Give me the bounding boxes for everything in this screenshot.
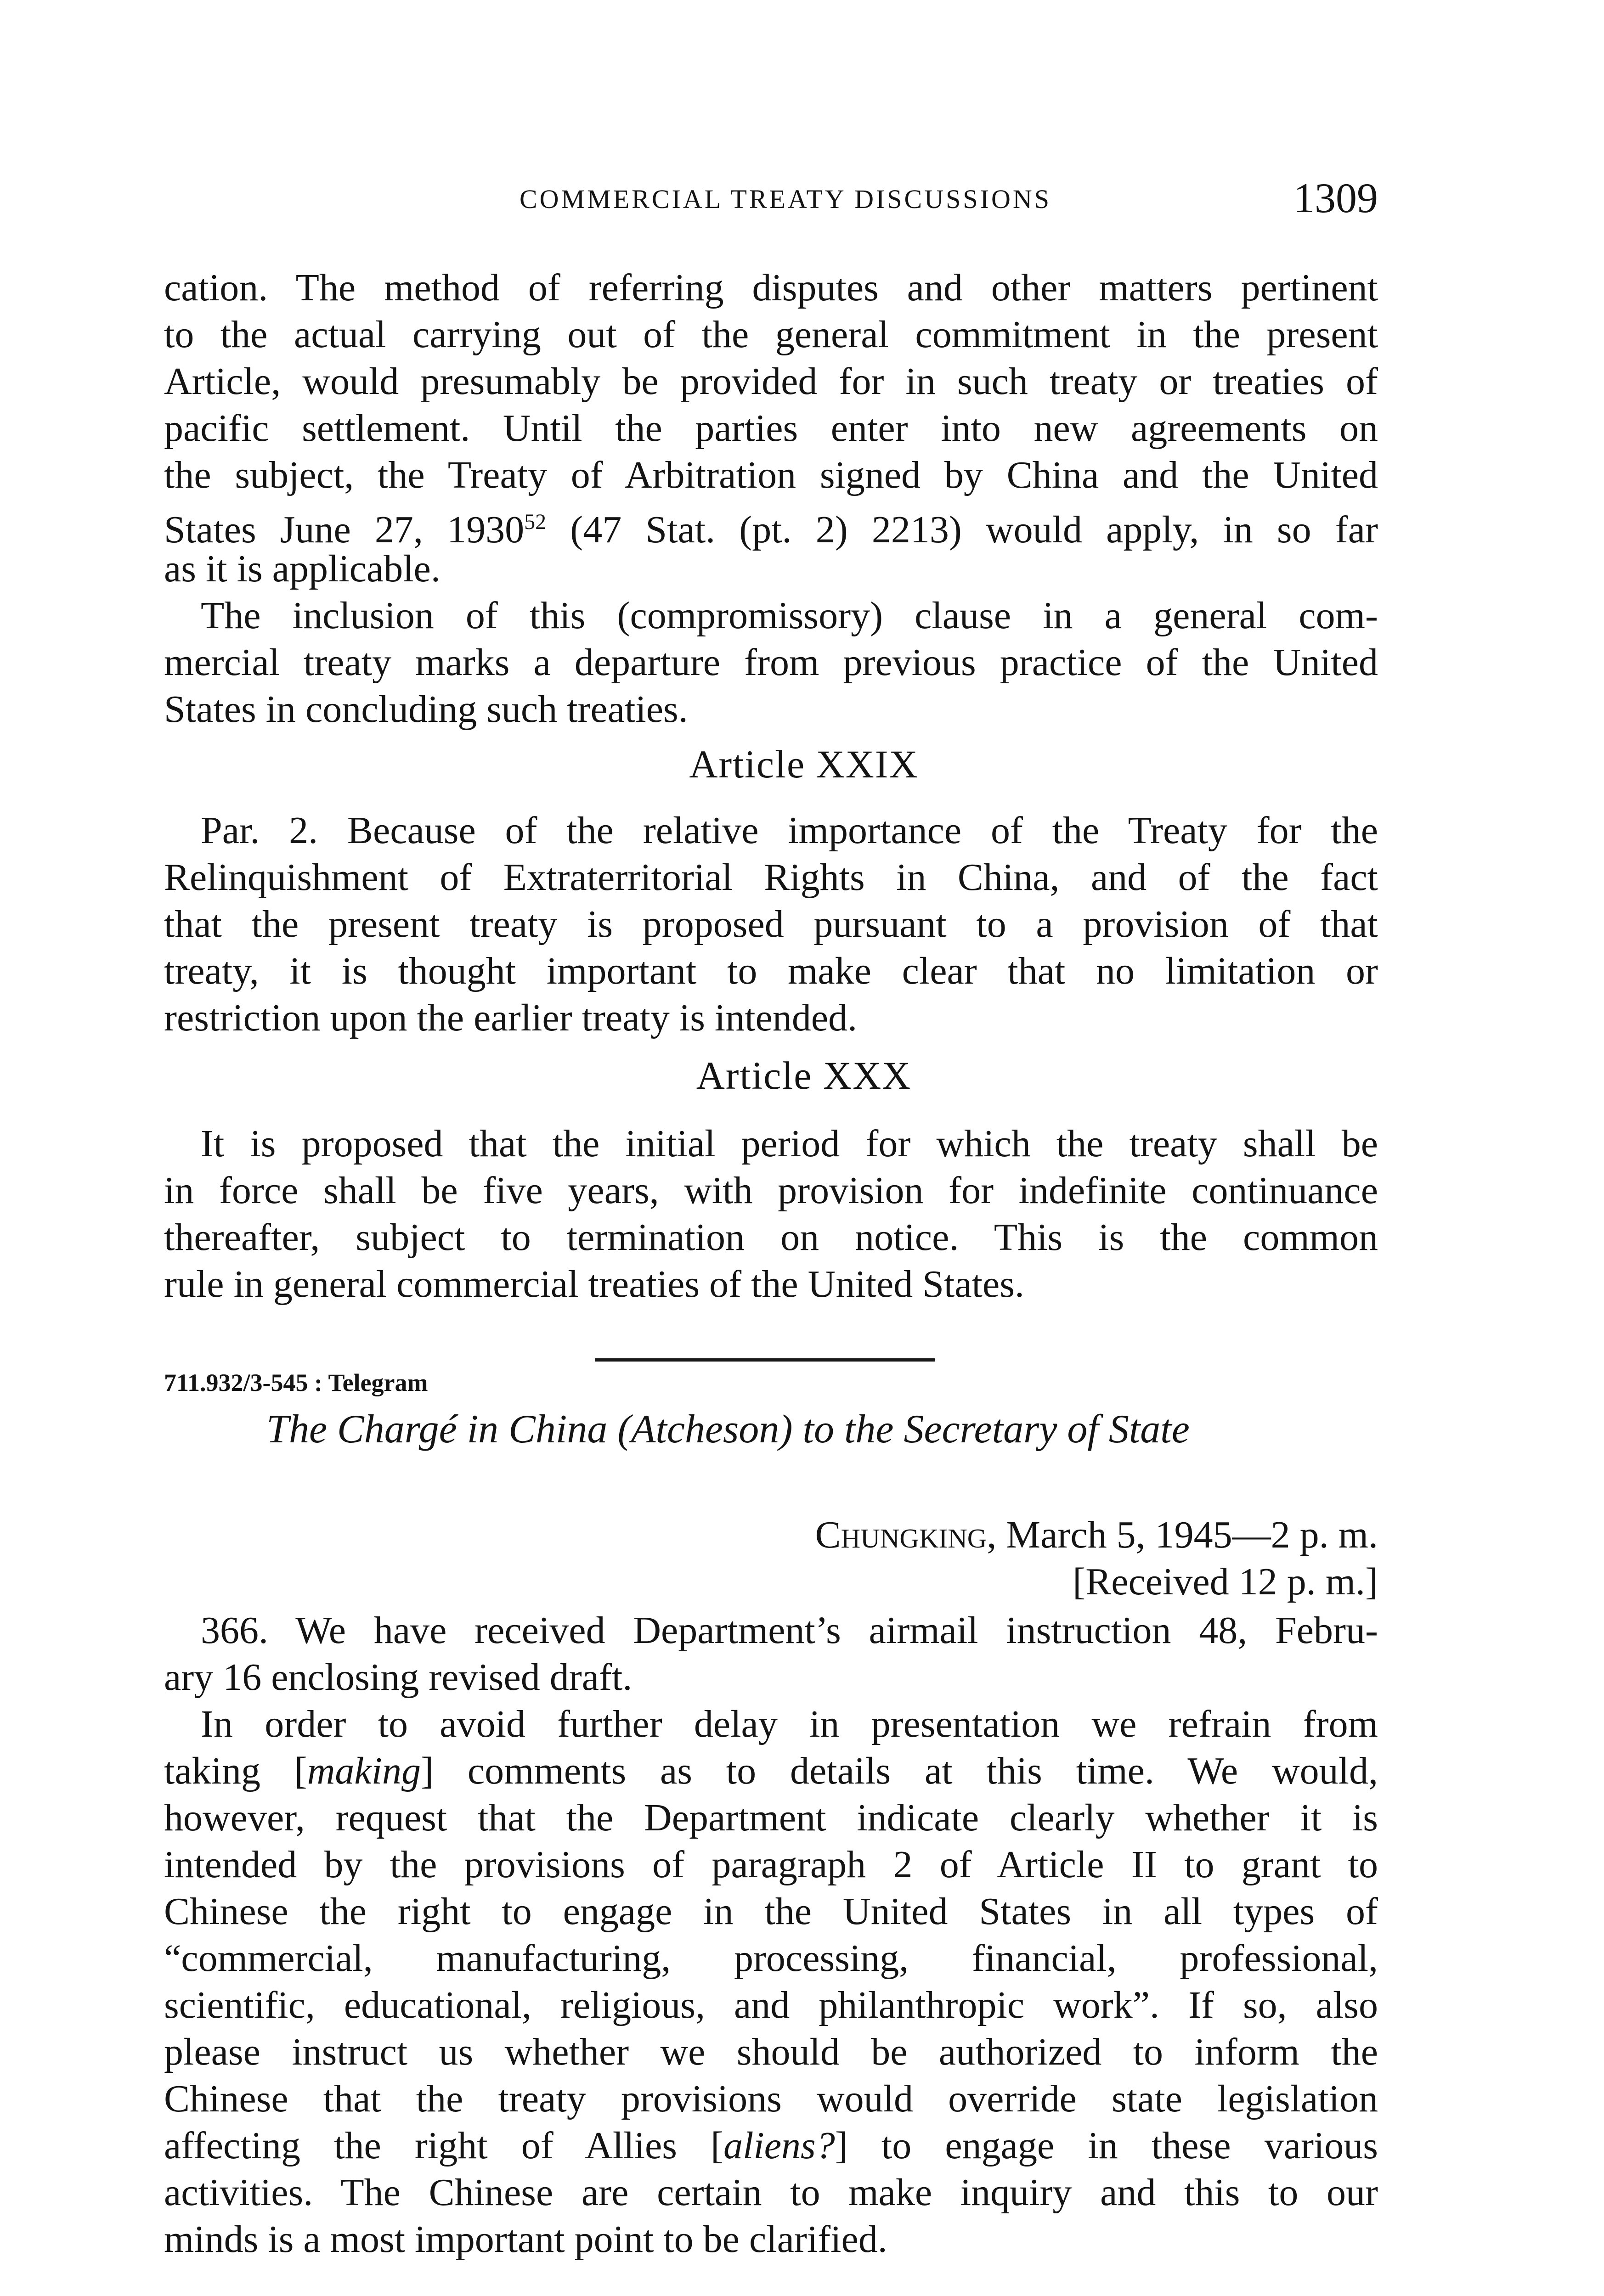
body-line: Chinese that the treaty provisions would override state legislation <box>164 2077 1378 2120</box>
body-line: that the present treaty is proposed pursuant to a provision of that <box>164 903 1378 945</box>
body-line: the subject, the Treaty of Arbitration signed by China and the United <box>164 454 1378 496</box>
body-line: treaty, it is thought important to make clear that no limitation or <box>164 950 1378 992</box>
body-line: States in concluding such treaties. <box>164 688 688 731</box>
editorial-insertion: aliens? <box>723 2124 835 2167</box>
file-reference: 711.932/3-545 : Telegram <box>164 1369 428 1396</box>
body-line: scientific, educational, religious, and philanthropic work”. If so, also <box>164 1984 1378 2026</box>
body-line: however, request that the Department indicate clearly whether it is <box>164 1796 1378 1839</box>
body-line <box>164 1748 1378 1795</box>
body-line: as it is applicable. <box>164 547 441 590</box>
section-divider <box>595 1358 935 1362</box>
document-title: The Chargé in China (Atcheson) to the Secretary of State <box>266 1407 1190 1452</box>
body-line: in force shall be five years, with provision for indefinite continuance <box>164 1169 1378 1212</box>
place-name: Chungking, <box>815 1514 997 1556</box>
body-text: affecting the right of Allies [ <box>164 2124 724 2167</box>
body-line: rule in general commercial treaties of the United States. <box>164 1263 1024 1306</box>
body-text: taking [ <box>164 1750 307 1792</box>
body-line: to the actual carrying out of the general commitment in the present <box>164 313 1378 356</box>
body-line: ary 16 enclosing revised draft. <box>164 1656 633 1699</box>
body-line: The inclusion of this (compromissory) clause in a general com- <box>201 594 1378 637</box>
body-line: It is proposed that the initial period for which the treaty shall be <box>201 1122 1378 1165</box>
body-text: ] to engage in these various <box>835 2124 1378 2167</box>
footnote-reference[interactable]: 52 <box>524 510 547 534</box>
body-line: intended by the provisions of paragraph 2 of Article II to grant to <box>164 1843 1378 1886</box>
article-heading: Article XXX <box>696 1053 912 1097</box>
date: March 5, 1945—2 p. m. <box>1006 1514 1378 1556</box>
article-heading: Article XXIX <box>689 742 919 786</box>
body-line: activities. The Chinese are certain to make inquiry and this to our <box>164 2171 1378 2214</box>
body-line: “commercial, manufacturing, processing, financial, professional, <box>164 1937 1378 1980</box>
body-line <box>164 2122 1378 2169</box>
body-line: mercial treaty marks a departure from previous practice of the United <box>164 641 1378 684</box>
body-text: States June 27, 1930 <box>164 508 525 551</box>
body-line: pacific settlement. Until the parties enter into new agreements on <box>164 407 1378 450</box>
body-line: 366. We have received Department’s airmail instruction 48, Febru- <box>201 1609 1378 1652</box>
page-number: 1309 <box>1293 174 1378 221</box>
received-note: [Received 12 p. m.] <box>1073 1560 1378 1603</box>
body-line: Relinquishment of Extraterritorial Rights in China, and of the fact <box>164 856 1378 899</box>
dateline <box>717 1513 1378 1557</box>
body-line: restriction upon the earlier treaty is intended. <box>164 996 858 1039</box>
editorial-insertion: making <box>307 1750 421 1792</box>
body-line: minds is a most important point to be clarified. <box>164 2218 887 2261</box>
body-text: ] comments as to details at this time. We would, <box>421 1750 1378 1792</box>
body-line: thereafter, subject to termination on notice. This is the common <box>164 1216 1378 1259</box>
body-line: Par. 2. Because of the relative importance of the Treaty for the <box>201 809 1378 852</box>
body-text: (47 Stat. (pt. 2) 2213) would apply, in so far <box>570 508 1378 551</box>
body-line: cation. The method of referring disputes and other matters pertinent <box>164 266 1378 309</box>
running-head: COMMERCIAL TREATY DISCUSSIONS <box>520 184 1051 214</box>
body-line: In order to avoid further delay in presentation we refrain from <box>201 1703 1378 1745</box>
body-line: Chinese the right to engage in the United States in all types of <box>164 1890 1378 1933</box>
body-line: please instruct us whether we should be authorized to inform the <box>164 2031 1378 2073</box>
body-line: Article, would presumably be provided for in such treaty or treaties of <box>164 360 1378 403</box>
